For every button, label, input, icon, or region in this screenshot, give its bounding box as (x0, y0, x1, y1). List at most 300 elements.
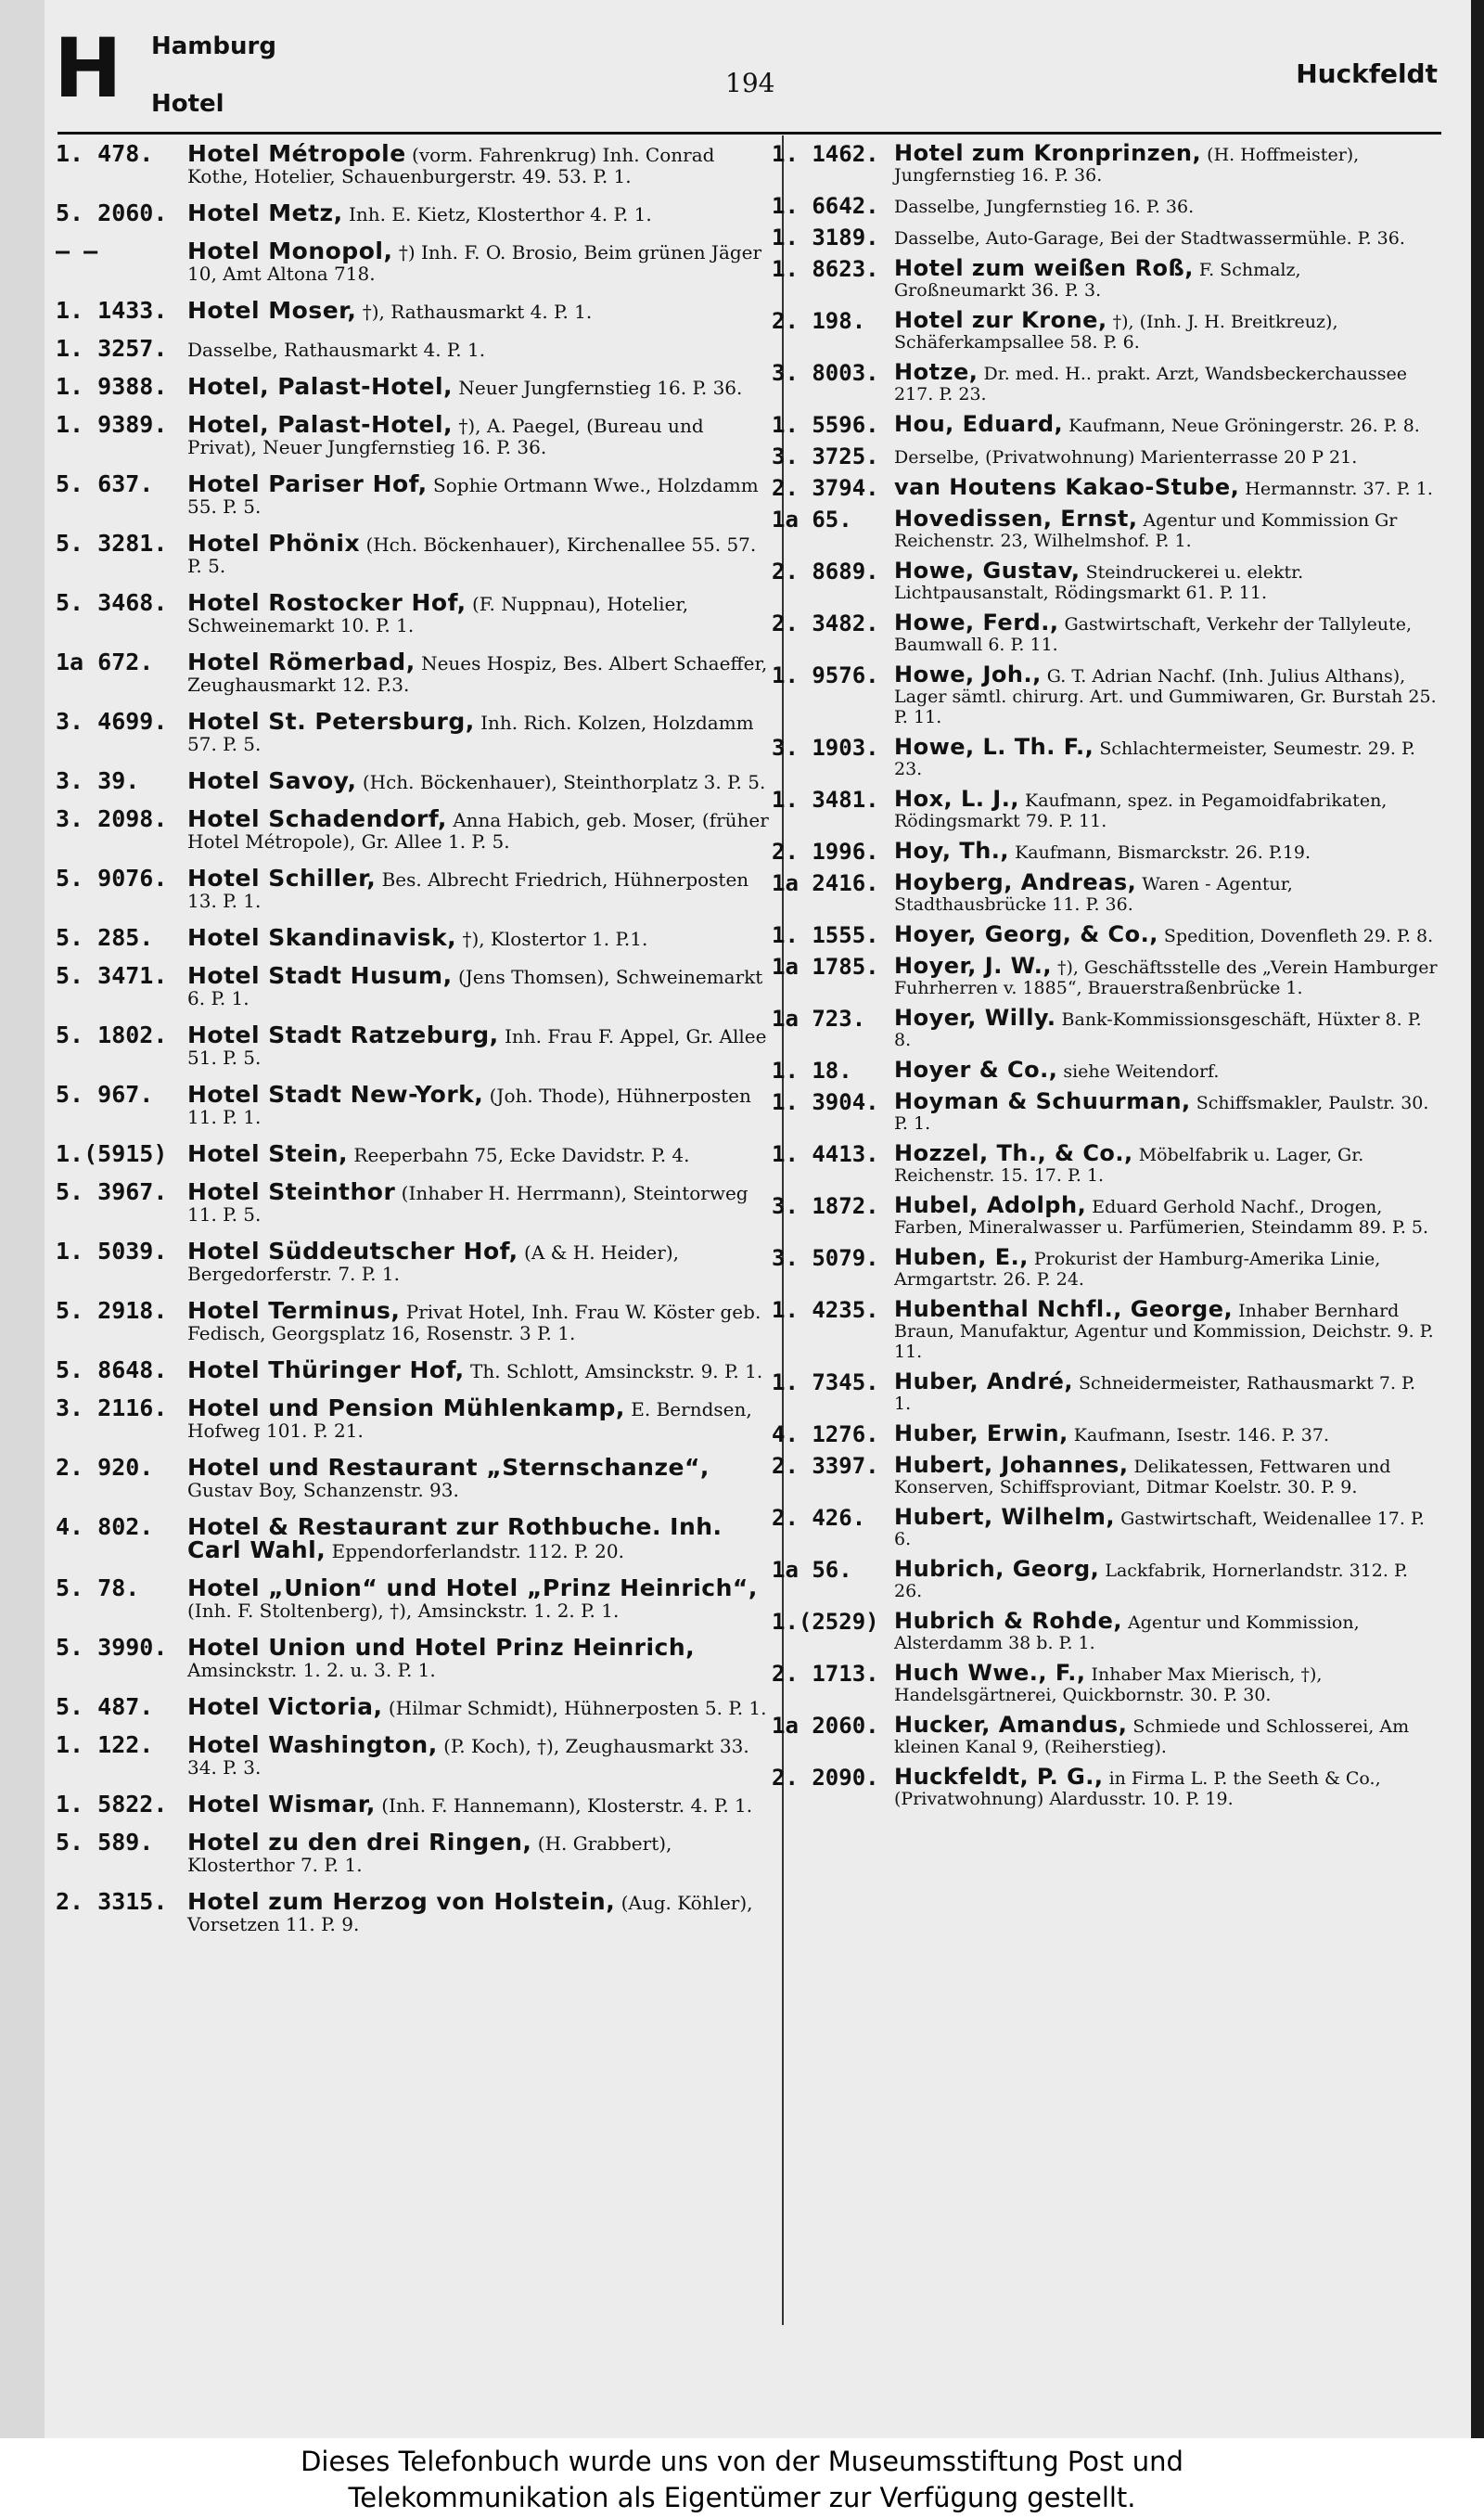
directory-entry (56, 1179, 770, 1226)
directory-entry (772, 559, 1438, 603)
entry-name: Hotel Wismar, (187, 1791, 376, 1818)
entry-details: Eduard Gerhold Nachf., Drogen, Farben, Mineralwasser u. Parfümerien, Steindamm 89. P. 5. (894, 1197, 1429, 1238)
phone-number: 2. 3482. (772, 610, 879, 636)
phone-number: 1. 6642. (772, 193, 879, 219)
directory-entry (772, 1453, 1438, 1497)
entry-details: Schiffsmakler, Paulstr. 30. P. 1. (894, 1093, 1429, 1134)
phone-number: 3. 1903. (772, 735, 879, 761)
phone-number: 3. 5079. (772, 1245, 879, 1271)
entry-text (894, 193, 1438, 217)
phone-number: 2. 8689. (772, 559, 879, 585)
entry-text (894, 475, 1438, 499)
directory-entry (772, 1609, 1438, 1653)
directory-entry (56, 298, 770, 323)
phone-number: 1. 1433. (56, 297, 168, 324)
entry-details: siehe Weitendorf. (1063, 1061, 1220, 1082)
phone-number: 5. 3990. (56, 1634, 168, 1661)
phone-number: 1. 4413. (772, 1141, 879, 1167)
entry-text (187, 1455, 770, 1501)
directory-entry (56, 866, 770, 912)
directory-entry (772, 225, 1438, 249)
entry-details: Inhaber Bernhard Braun, Manufaktur, Agentur und Kommission, Deichstr. 9. P. 11. (894, 1301, 1434, 1362)
phone-number: 1.(2529) (772, 1609, 879, 1635)
entry-details: Eppendorferlandstr. 112. P. 20. (331, 1540, 624, 1562)
entry-text (894, 1557, 1438, 1601)
entry-details: (F. Nuppnau), Hotelier, Schweinemarkt 10. P. 1. (187, 593, 689, 636)
entry-text (187, 1022, 770, 1069)
entry-details: (Hilmar Schmidt), Hühnerposten 5. P. 1. (388, 1697, 767, 1719)
entry-text (187, 1395, 770, 1442)
directory-entry (56, 336, 770, 361)
entry-details: F. Schmalz, Großneumarkt 36. P. 3. (894, 260, 1301, 301)
directory-entry (772, 412, 1438, 436)
phone-number: 1. 7345. (772, 1369, 879, 1395)
entry-name: Hoy, Th., (894, 838, 1010, 864)
phone-number: 5. 967. (56, 1081, 154, 1108)
entry-text (894, 1421, 1438, 1445)
right-column (772, 141, 1438, 1817)
entry-name: Hotel und Pension Mühlenkamp, (187, 1394, 625, 1421)
phone-number: 5. 9076. (56, 865, 168, 892)
entry-name: Hotel Washington, (187, 1731, 438, 1758)
directory-entry (56, 141, 770, 187)
entry-text (894, 922, 1438, 946)
phone-number: 1. 5822. (56, 1791, 168, 1818)
entry-name: Huch Wwe., F., (894, 1660, 1086, 1686)
entry-name: Hotel Métropole (187, 140, 406, 167)
entry-text (894, 225, 1438, 249)
directory-entry (772, 839, 1438, 863)
phone-number: 1a 2416. (772, 870, 879, 896)
phone-number: 1. 3481. (772, 787, 879, 813)
entry-details: (Inhaber H. Herrmann), Steintorweg 11. P. 5. (187, 1182, 748, 1226)
phone-number: 2. 920. (56, 1454, 154, 1481)
phone-number: 2. 3397. (772, 1453, 879, 1479)
entry-details: (Inh. F. Hannemann), Klosterstr. 4. P. 1. (381, 1794, 753, 1817)
entry-text (187, 768, 770, 793)
entry-details: Gastwirtschaft, Verkehr der Tallyleute, Baumwall 6. P. 11. (894, 614, 1412, 655)
entry-text (187, 1357, 770, 1382)
entry-text (187, 1732, 770, 1779)
phone-number: 4. 802. (56, 1513, 154, 1540)
entry-text (894, 787, 1438, 831)
footer-line-1: Dieses Telefonbuch wurde uns von der Museumsstiftung Post und (301, 2446, 1183, 2477)
entry-details: †), A. Paegel, (Bureau und Privat), Neuer Jungfernstieg 16. P. 36. (187, 415, 704, 458)
entry-details: (Hch. Böckenhauer), Steinthorplatz 3. P. 5. (362, 771, 766, 793)
entry-details: (Aug. Köhler), Vorsetzen 11. P. 9. (187, 1892, 753, 1935)
entry-details: Kaufmann, Bismarckstr. 26. P.19. (1015, 842, 1311, 863)
entry-name: Hotel, Palast-Hotel, (187, 373, 454, 400)
entry-details: †), Rathausmarkt 4. P. 1. (362, 301, 593, 323)
directory-entry (56, 649, 770, 696)
phone-number: 1. 9388. (56, 373, 168, 400)
entry-text (894, 507, 1438, 551)
entry-details: Inh. E. Kietz, Klosterthor 4. P. 1. (348, 203, 652, 225)
directory-entry (772, 1713, 1438, 1757)
entry-name: Hotel Rostocker Hof, (187, 589, 467, 616)
entry-name: Hotel Metz, (187, 199, 343, 226)
entry-text (894, 1505, 1438, 1549)
entry-text (187, 925, 770, 950)
entry-name: Hotel zur Krone, (894, 307, 1107, 333)
entry-details: (Inh. F. Stoltenberg), †), Amsinckstr. 1. 2. P. 1. (187, 1599, 620, 1622)
entry-details: Neues Hospiz, Bes. Albert Schaeffer, Zeughausmarkt 12. P.3. (187, 652, 768, 696)
directory-entry (56, 709, 770, 755)
directory-entry (772, 735, 1438, 779)
entry-name: Hotel Steinthor (187, 1178, 396, 1205)
entry-text (894, 1193, 1438, 1238)
phone-number: 5. 3468. (56, 589, 168, 616)
phone-number: 1. 122. (56, 1731, 154, 1758)
entry-text (187, 200, 770, 225)
directory-entry (772, 1369, 1438, 1414)
entry-name: Hotel Schiller, (187, 865, 377, 892)
page-edge-shadow (1471, 0, 1484, 2438)
directory-entry (56, 374, 770, 399)
directory-entry (772, 1089, 1438, 1134)
entry-name: Hotel zu den drei Ringen, (187, 1829, 532, 1856)
directory-entry (56, 1694, 770, 1719)
entry-name: Hotel Stadt New-York, (187, 1081, 484, 1108)
entry-details: Schneidermeister, Rathausmarkt 7. P. 1. (894, 1373, 1416, 1414)
header-section: Hotel (151, 90, 224, 118)
directory-entry (56, 531, 770, 577)
entry-name: Hotze, (894, 359, 979, 385)
page-margin-strip (0, 0, 45, 2438)
directory-entry (772, 141, 1438, 186)
entry-name: Huben, E., (894, 1244, 1029, 1270)
phone-number: 5. 637. (56, 470, 154, 497)
entry-text (187, 336, 770, 361)
entry-name: Hozzel, Th., & Co., (894, 1140, 1133, 1166)
directory-entry (772, 1058, 1438, 1082)
entry-details: Hermannstr. 37. P. 1. (1245, 479, 1433, 499)
entry-details: Neuer Jungfernstieg 16. P. 36. (458, 377, 743, 399)
entry-text (894, 1369, 1438, 1414)
entry-name: Hoyer, Willy. (894, 1005, 1056, 1031)
entry-details: (Joh. Thode), Hühnerposten 11. P. 1. (187, 1085, 751, 1128)
phone-number: 5. 2060. (56, 199, 168, 226)
entry-details: Möbelfabrik u. Lager, Gr. Reichenstr. 15. 17. P. 1. (894, 1145, 1364, 1186)
phone-number: 1a 672. (56, 649, 154, 675)
phone-number: 5. 487. (56, 1693, 154, 1720)
entry-text (187, 471, 770, 518)
entry-name: Hotel Süddeutscher Hof, (187, 1238, 518, 1265)
phone-number: 1. 4235. (772, 1297, 879, 1323)
entry-name: Huber, Erwin, (894, 1420, 1068, 1446)
directory-entry (772, 787, 1438, 831)
phone-number: 1. 18. (772, 1058, 852, 1084)
page-number: 194 (725, 68, 775, 98)
entry-details: Dasselbe, Auto-Garage, Bei der Stadtwassermühle. P. 36. (894, 228, 1405, 249)
entry-name: Hotel & Restaurant zur Rothbuche. Inh. Carl Wahl, (187, 1513, 723, 1563)
directory-entry (56, 471, 770, 518)
phone-number: 5. 589. (56, 1829, 154, 1856)
entry-details: Lackfabrik, Hornerlandstr. 312. P. 26. (894, 1561, 1408, 1601)
phone-number: 1. 478. (56, 140, 154, 167)
entry-details: G. T. Adrian Nachf. (Inh. Julius Althans), Lager sämtl. chirurg. Art. und Gummiwaren, Gr. Burstah 25. P. 11. (894, 666, 1437, 727)
entry-text (894, 559, 1438, 603)
phone-number: 5. 3281. (56, 530, 168, 557)
footer-line-2: Telekommunikation als Eigentümer zur Verfügung gestellt. (348, 2482, 1136, 2513)
entry-details: Privat Hotel, Inh. Frau W. Köster geb. Fedisch, Georgsplatz 16, Rosenstr. 3 P. 1. (187, 1301, 761, 1344)
entry-name: Hotel Union und Hotel Prinz Heinrich, (187, 1634, 696, 1661)
entry-text (187, 590, 770, 636)
phone-number: 3. 2098. (56, 805, 168, 832)
directory-entry (56, 1635, 770, 1681)
directory-entry (56, 1575, 770, 1622)
entry-text (894, 1713, 1438, 1757)
entry-text (187, 531, 770, 577)
entry-text (894, 1297, 1438, 1362)
entry-text (894, 1245, 1438, 1290)
directory-entry (56, 1514, 770, 1562)
phone-number: 1. 5039. (56, 1238, 168, 1265)
entry-name: Howe, L. Th. F., (894, 734, 1094, 760)
entry-name: Hubert, Wilhelm, (894, 1504, 1116, 1530)
entry-details: Bank-Kommissionsgeschäft, Hüxter 8. P. 8. (894, 1009, 1422, 1050)
directory-entry (772, 610, 1438, 655)
entry-details: Inh. Rich. Kolzen, Holzdamm 57. P. 5. (187, 712, 754, 755)
entry-name: Hotel Moser, (187, 297, 357, 324)
phone-number: 1a 65. (772, 507, 852, 533)
directory-entry (772, 1557, 1438, 1601)
phone-number: 3. 2116. (56, 1394, 168, 1421)
entry-details: (A & H. Heider), Bergedorferstr. 7. P. 1. (187, 1241, 679, 1285)
directory-entry (56, 925, 770, 950)
directory-entry (56, 1792, 770, 1817)
phone-number: 1. 9576. (772, 662, 879, 688)
directory-entry (56, 963, 770, 1009)
footer-notice (0, 2438, 1484, 2518)
entry-name: Hoyer, J. W., (894, 953, 1052, 979)
entry-name: Huckfeldt, P. G., (894, 1764, 1104, 1790)
entry-details: Th. Schlott, Amsinckstr. 9. P. 1. (469, 1360, 763, 1382)
entry-details: Prokurist der Hamburg-Amerika Linie, Armgartstr. 26. P. 24. (894, 1249, 1381, 1290)
directory-entry (56, 1395, 770, 1442)
entry-text (187, 374, 770, 399)
entry-text (187, 238, 770, 285)
entry-text (894, 1089, 1438, 1134)
entry-details: (H. Hoffmeister), Jungfernstieg 16. P. 36. (894, 145, 1360, 186)
entry-text (187, 1179, 770, 1226)
entry-name: Hotel St. Petersburg, (187, 708, 475, 735)
entry-details: Steindruckerei u. elektr. Lichtpausanstalt, Rödingsmarkt 61. P. 11. (894, 562, 1304, 603)
entry-name: Hotel Stein, (187, 1140, 349, 1167)
entry-details: (Jens Thomsen), Schweinemarkt 6. P. 1. (187, 966, 763, 1009)
directory-entry (772, 870, 1438, 915)
entry-name: Hotel Skandinavisk, (187, 924, 457, 951)
entry-name: Hotel zum Kronprinzen, (894, 140, 1202, 166)
phone-number: 3. 39. (56, 767, 140, 794)
entry-text (187, 1239, 770, 1285)
entry-name: Hubenthal Nchfl., George, (894, 1296, 1234, 1322)
directory-entry (772, 922, 1438, 946)
entry-details: in Firma L. P. the Seeth & Co., (Privatwohnung) Alardusstr. 10. P. 19. (894, 1768, 1381, 1809)
entry-text (187, 1298, 770, 1344)
entry-name: Hoyer, Georg, & Co., (894, 921, 1158, 947)
phone-number: 3. 4699. (56, 708, 168, 735)
phone-number: 1. 3257. (56, 335, 168, 362)
directory-entry (56, 1830, 770, 1876)
section-letter: H (54, 20, 122, 116)
entry-details: (H. Grabbert), Klosterthor 7. P. 1. (187, 1832, 672, 1876)
directory-entry (56, 1082, 770, 1128)
directory-entry (56, 1298, 770, 1344)
entry-details: †) Inh. F. O. Brosio, Beim grünen Jäger 10, Amt Altona 718. (187, 241, 762, 285)
entry-details: Agentur und Kommission, Alsterdamm 38 b. P. 1. (894, 1612, 1360, 1653)
entry-text (894, 870, 1438, 915)
entry-details: Reeperbahn 75, Ecke Davidstr. P. 4. (353, 1144, 690, 1166)
entry-text (187, 412, 770, 458)
entry-name: Hovedissen, Ernst, (894, 506, 1138, 532)
directory-entry (772, 1193, 1438, 1238)
entry-details: Inhaber Max Mierisch, †), Handelsgärtnerei, Quickbornstr. 30. P. 30. (894, 1664, 1323, 1705)
phone-number: 1. 5596. (772, 412, 879, 438)
phone-number: 2. 2090. (772, 1765, 879, 1791)
entry-text (894, 662, 1438, 727)
entry-text (894, 1765, 1438, 1809)
entry-details: †), Klostertor 1. P.1. (462, 928, 648, 950)
phone-number: 1a 723. (772, 1006, 866, 1032)
entry-details: Anna Habich, geb. Moser, (früher Hotel Métropole), Gr. Allee 1. P. 5. (187, 809, 769, 853)
entry-text (187, 1792, 770, 1817)
entry-name: Hotel Pariser Hof, (187, 470, 428, 497)
entry-text (894, 1609, 1438, 1653)
entry-text (894, 735, 1438, 779)
entry-name: Hou, Eduard, (894, 411, 1064, 437)
entry-details: Schlachtermeister, Seumestr. 29. P. 23. (894, 739, 1415, 779)
page-header (54, 20, 1445, 139)
directory-entry (56, 1889, 770, 1935)
entry-text (187, 298, 770, 323)
entry-text (894, 1661, 1438, 1705)
phone-number: 1. 3904. (772, 1089, 879, 1115)
entry-text (894, 141, 1438, 186)
entry-text (894, 1141, 1438, 1186)
phone-number: 1. 9389. (56, 411, 168, 438)
entry-text (894, 954, 1438, 998)
phone-number: 2. 198. (772, 308, 866, 334)
entry-text (187, 1635, 770, 1681)
phone-number: 2. 1713. (772, 1661, 879, 1687)
directory-entry (772, 1421, 1438, 1445)
entry-details: Dasselbe, Rathausmarkt 4. P. 1. (187, 339, 486, 361)
entry-details: Amsinckstr. 1. 2. u. 3. P. 1. (187, 1659, 436, 1681)
entry-name: Hoyberg, Andreas, (894, 869, 1137, 895)
phone-number: 5. 3967. (56, 1178, 168, 1205)
phone-number: 5. 78. (56, 1574, 140, 1601)
entry-details: Agentur und Kommission Gr Reichenstr. 23, Wilhelmshof. P. 1. (894, 510, 1398, 551)
entry-name: Hotel „Union“ und Hotel „Prinz Heinrich“, (187, 1574, 758, 1601)
entry-text (187, 1082, 770, 1128)
entry-text (187, 1830, 770, 1876)
phone-number: 1a 1785. (772, 954, 879, 980)
entry-name: Howe, Gustav, (894, 558, 1081, 584)
directory-entry (772, 1141, 1438, 1186)
entry-name: Hotel zum Herzog von Holstein, (187, 1888, 616, 1915)
entry-name: Hotel zum weißen Roß, (894, 255, 1194, 281)
phone-number: 1. 3189. (772, 225, 879, 251)
phone-number: 5. 3471. (56, 962, 168, 989)
entry-details: †), Geschäftsstelle des „Verein Hamburger Fuhrherren v. 1885“, Brauerstraßenbrücke 1. (894, 957, 1438, 998)
entry-text (187, 649, 770, 696)
entry-text (187, 1694, 770, 1719)
phone-number: 3. 8003. (772, 360, 879, 386)
directory-entry (56, 200, 770, 225)
entry-name: Hotel Terminus, (187, 1297, 401, 1324)
entry-text (894, 308, 1438, 353)
entry-details: Dr. med. H.. prakt. Arzt, Wandsbeckerchaussee 217. P. 23. (894, 364, 1407, 405)
entry-details: Gastwirtschaft, Weidenallee 17. P. 6. (894, 1509, 1425, 1549)
entry-text (894, 610, 1438, 655)
entry-name: van Houtens Kakao-Stube, (894, 474, 1240, 500)
phone-number: 1a 2060. (772, 1713, 879, 1739)
phone-number: 1. 1462. (772, 141, 879, 167)
entry-details: Kaufmann, spez. in Pegamoidfabrikaten, Rödingsmarkt 79. P. 11. (894, 790, 1388, 831)
directory-entry (56, 1141, 770, 1166)
entry-details: Sophie Ortmann Wwe., Holzdamm 55. P. 5. (187, 474, 759, 518)
directory-entry (56, 1022, 770, 1069)
directory-entry (772, 1245, 1438, 1290)
directory-entry (772, 507, 1438, 551)
directory-entry (56, 1357, 770, 1382)
entry-text (187, 709, 770, 755)
entry-name: Howe, Ferd., (894, 610, 1059, 636)
entry-details: Schmiede und Schlosserei, Am kleinen Kanal 9, (Reiherstieg). (894, 1716, 1410, 1757)
entry-text (894, 412, 1438, 436)
entry-text (894, 839, 1438, 863)
phone-number: 2. 1996. (772, 839, 879, 865)
entry-name: Howe, Joh., (894, 662, 1042, 687)
entry-text (894, 443, 1438, 468)
entry-name: Hubrich, Georg, (894, 1556, 1100, 1582)
header-city: Hamburg (151, 32, 276, 60)
phone-number: 1a 56. (772, 1557, 852, 1583)
entry-details: Spedition, Dovenfleth 29. P. 8. (1163, 926, 1434, 946)
entry-name: Hucker, Amandus, (894, 1712, 1128, 1738)
directory-entry (772, 193, 1438, 217)
entry-name: Hotel Thüringer Hof, (187, 1356, 465, 1383)
entry-name: Hubel, Adolph, (894, 1192, 1087, 1218)
entry-text (894, 1006, 1438, 1050)
entry-details: Inh. Frau F. Appel, Gr. Allee 51. P. 5. (187, 1025, 767, 1069)
phone-number: 5. 2918. (56, 1297, 168, 1324)
entry-text (187, 963, 770, 1009)
entry-name: Hotel Stadt Ratzeburg, (187, 1021, 499, 1048)
directory-entry (772, 1297, 1438, 1362)
directory-entry (772, 475, 1438, 499)
directory-entry (56, 1239, 770, 1285)
phone-number: 5. 1802. (56, 1021, 168, 1048)
entry-name: Hotel und Restaurant „Sternschanze“, (187, 1454, 710, 1481)
directory-entry (772, 1505, 1438, 1549)
entry-name: Hotel Stadt Husum, (187, 962, 453, 989)
entry-details: Kaufmann, Neue Gröningerstr. 26. P. 8. (1068, 416, 1420, 436)
directory-entry (772, 1765, 1438, 1809)
entry-text (894, 1453, 1438, 1497)
directory-entry (772, 256, 1438, 301)
entry-name: Hotel Monopol, (187, 238, 393, 264)
entry-details: (vorm. Fahrenkrug) Inh. Conrad Kothe, Hotelier, Schauenburgerstr. 49. 53. P. 1. (187, 144, 715, 187)
entry-details: Delikatessen, Fettwaren und Konserven, Schiffsproviant, Ditmar Koelstr. 30. P. 9. (894, 1457, 1391, 1497)
phone-number: 3. 3725. (772, 443, 879, 469)
entry-name: Huber, André, (894, 1368, 1073, 1394)
phone-number: 2. 426. (772, 1505, 866, 1531)
entry-details: Bes. Albrecht Friedrich, Hühnerposten 13. P. 1. (187, 868, 749, 912)
entry-name: Hotel, Palast-Hotel, (187, 411, 454, 438)
phone-number: 1.(5915) (56, 1140, 168, 1167)
